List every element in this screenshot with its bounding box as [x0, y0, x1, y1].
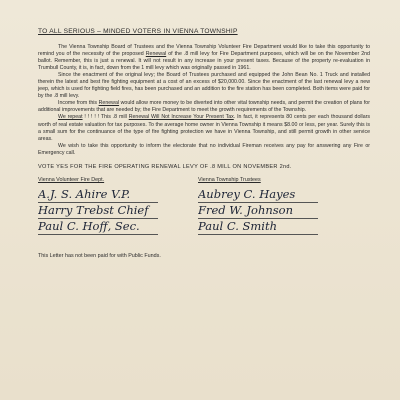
- no-tax-increase-emphasis: Renewal Will Not Increase Your Present Tax: [128, 114, 234, 121]
- signature-section: [38, 177, 370, 239]
- paragraph-repeat: [38, 114, 370, 142]
- paragraph-income: [38, 100, 370, 114]
- repeat-text-end: . In fact, it represents 80 cents per each thousand dollars worth of real estate valuation for tax purposes. To the average home owner in Vienna Township it means $8.00 or less, per year. Surely this is a small sum for the continuance of the type of fire fighting protection we have in Vienna Township, and still permit growth in other service areas.: [38, 114, 371, 142]
- funding-disclaimer: This Letter has not been paid for with Public Funds.: [38, 252, 161, 259]
- signature: Paul C. Hoff, Sec.: [38, 219, 158, 235]
- signature: A.J. S. Ahire V.P.: [38, 187, 158, 203]
- income-text-end: would allow more money to be diverted into other vital township needs, and permit the creation of plans for additional improvements that are needed by; the Fire Department to meet the growth requirements of the Township.: [38, 100, 370, 114]
- trustee-signatures: [198, 177, 368, 235]
- intro-text-start: The Vienna Township Board of Trustees and the Vienna Township Volunteer Fire Department would like to take this opportunity to remind you of the necessity of the proposed: [38, 44, 370, 58]
- we-repeat-emphasis: We repeat: [58, 114, 83, 121]
- letter-heading: TO ALL SERIOUS – MINDED VOTERS IN VIENNA TOWNSHIP: [38, 28, 238, 35]
- paragraph-intro: [38, 44, 370, 72]
- renewal-emphasis: Renewal: [145, 51, 167, 58]
- income-text-start: Income from this: [58, 100, 98, 107]
- trustees-heading: Vienna Township Trustees: [198, 176, 261, 183]
- signature: Harry Trebst Chief: [38, 203, 158, 219]
- signature: Aubrey C. Hayes: [198, 187, 318, 203]
- paragraph-history: Since the enactment of the original levy; the Board of Trustees purchased and equipped the John Bean No. 1 Truck and installed therein the latest and best fire fighting equipment at a cost of an excess of $20,000.00. Since the enactment of the last renewal levy a new jeep, which is used for fighting field fires, has been purchased and an addition to the fire station has been completed. Both items were paid for by the .8 mill levy.: [38, 72, 370, 100]
- fire-dept-signatures: [38, 177, 208, 235]
- paragraph-volunteers: We wish to take this opportunity to inform the electorate that no individual Fireman receives any pay for answering any Fire or Emergency call.: [38, 142, 370, 156]
- signature: Paul C. Smith: [198, 219, 318, 235]
- renewal-emphasis: Renewal: [98, 100, 120, 107]
- intro-text-end: of the .8 mill levy for Fire Department purposes, which will be on the November 2nd ballot. Remember, this is just a renewal. It will not result in any increase in your present taxes. Because of the property re-evaluation in Trumbull County, it is, in fact, down from the 1 mill levy which was originally passed in 1961.: [38, 51, 370, 72]
- repeat-text-mid: ! ! ! ! ! This .8 mill: [84, 114, 127, 121]
- fire-dept-heading: Vienna Volunteer Fire Dept.: [38, 176, 105, 183]
- vote-yes-callout: VOTE YES FOR THE FIRE OPERATING RENEWAL LEVY OF .8 MILL ON NOVEMBER 2nd.: [38, 163, 292, 170]
- signature: Fred W. Johnson: [198, 203, 318, 219]
